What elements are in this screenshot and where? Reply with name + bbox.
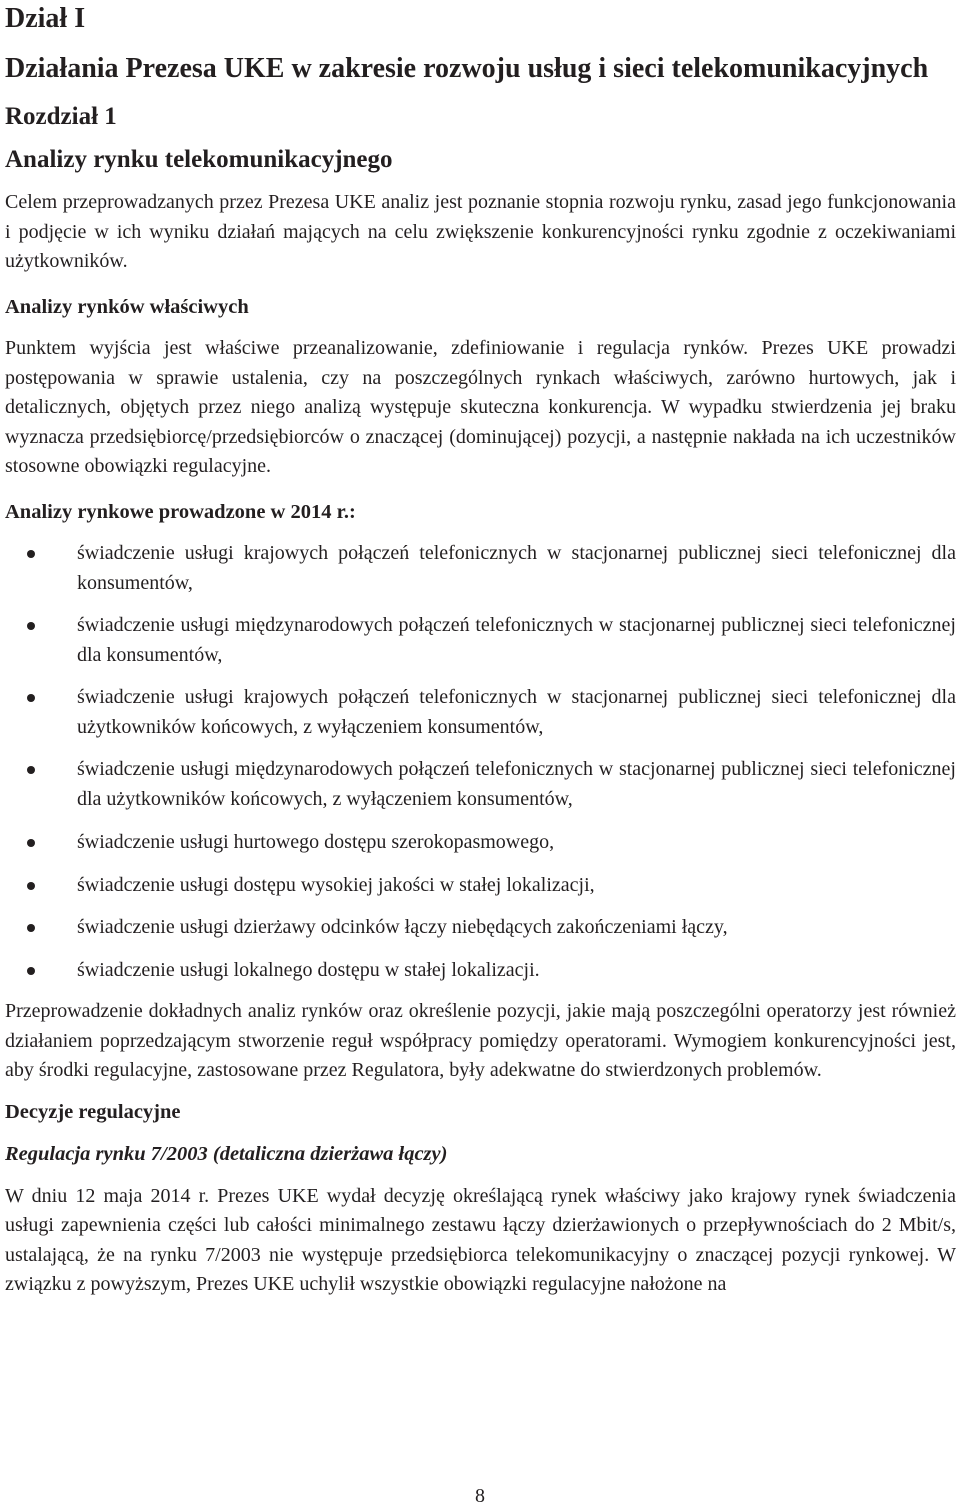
- section-title: Działania Prezesa UKE w zakresie rozwoju usług i sieci telekomunikacyjnych: [5, 53, 929, 84]
- list-item: [5, 683, 956, 742]
- list-item: [5, 956, 956, 986]
- part-title: Dział I: [5, 3, 86, 34]
- subsection-heading-market-analyses: Analizy rynków właściwych: [5, 295, 249, 318]
- list-item-text: świadczenie usługi międzynarodowych połączeń telefonicznych w stacjonarnej publicznej sieci telefonicznej dla konsumentów,: [77, 614, 956, 666]
- bullet-icon: [27, 924, 35, 932]
- market-analyses-paragraph: Punktem wyjścia jest właściwe przeanalizowanie, zdefiniowanie i regulacja rynków. Prezes UKE prowadzi postępowania w sprawie ustalenia, czy na poszczególnych rynkach właściwych, zarówno hurtowych, jak i detalicznych, objętych przez niego analizą występuje skuteczna konkurencja. W wypadku stwierdzenia jej braku wyznacza przedsiębiorcę/przedsiębiorców o znaczącej (dominującej) pozycji, a następnie nakłada na ich uczestników stosowne obowiązki regulacyjne.: [5, 337, 956, 477]
- list-item: [5, 539, 956, 598]
- list-item-text: świadczenie usługi dzierżawy odcinków łączy niebędących zakończeniami łączy,: [77, 916, 728, 938]
- list-item-text: świadczenie usługi hurtowego dostępu szerokopasmowego,: [77, 831, 555, 853]
- list-item: [5, 611, 956, 670]
- closing-paragraph: Przeprowadzenie dokładnych analiz rynków oraz określenie pozycji, jakie mają poszczególni operatorzy jest również działaniem poprzedzającym stworzenie reguł współpracy pomiędzy operatorami. Wymogiem konkurencyjności jest, aby środki regulacyjne, zastosowane przez Regulatora, były adekwatne do stwierdzonych problemów.: [5, 1000, 956, 1081]
- intro-paragraph: Celem przeprowadzanych przez Prezesa UKE analiz jest poznanie stopnia rozwoju rynku, zasad jego funkcjonowania i podjęcie w ich wyniku działań mających na celu zwiększenie konkurencyjności rynku zgodnie z oczekiwaniami użytkowników.: [5, 191, 956, 272]
- list-item: [5, 828, 956, 858]
- list-item: [5, 871, 956, 901]
- bullet-icon: [27, 694, 35, 702]
- list-item-text: świadczenie usługi krajowych połączeń telefonicznych w stacjonarnej publicznej sieci telefonicznej dla konsumentów,: [77, 542, 956, 594]
- regulation-paragraph: W dniu 12 maja 2014 r. Prezes UKE wydał decyzję określającą rynek właściwy jako krajowy rynek świadczenia usługi zapewnienia części lub całości minimalnego zestawu łączy dzierżawionych o przepływnościach do 2 Mbit/s, ustalającą, że na rynku 7/2003 nie występuje przedsiębiorca telekomunikacyjny o znaczącej pozycji rynkowej. W związku z powyższym, Prezes UKE uchylił wszystkie obowiązki regulacyjne nałożone na: [5, 1184, 956, 1295]
- bullet-icon: [27, 967, 35, 975]
- list-item-text: świadczenie usługi dostępu wysokiej jakości w stałej lokalizacji,: [77, 873, 595, 896]
- list-item-text: świadczenie usługi krajowych połączeń telefonicznych w stacjonarnej publicznej sieci telefonicznej dla użytkowników końcowych, z wyłączeniem konsumentów,: [77, 686, 956, 738]
- bullet-icon: [27, 550, 35, 558]
- subsection-heading-regulatory-decisions: Decyzje regulacyjne: [5, 1100, 181, 1123]
- list-item-text: świadczenie usługi międzynarodowych połączeń telefonicznych w stacjonarnej publicznej sieci telefonicznej dla użytkowników końcowych, z wyłączeniem konsumentów,: [77, 758, 956, 810]
- bullet-icon: [27, 622, 35, 630]
- market-list: [5, 539, 956, 985]
- bullet-icon: [27, 766, 35, 774]
- list-item-text: świadczenie usługi lokalnego dostępu w stałej lokalizacji.: [77, 958, 540, 981]
- document-page: [5, 0, 956, 1300]
- chapter-title: Analizy rynku telekomunikacyjnego: [5, 146, 393, 173]
- chapter-number: Rozdział 1: [5, 103, 117, 130]
- subsection-heading-2014-analyses: Analizy rynkowe prowadzone w 2014 r.:: [5, 500, 356, 523]
- list-item: [5, 755, 956, 814]
- bullet-icon: [27, 882, 35, 890]
- page-number: 8: [475, 1485, 485, 1507]
- list-item: [5, 913, 956, 943]
- regulation-heading: Regulacja rynku 7/2003 (detaliczna dzierżawa łączy): [5, 1143, 448, 1165]
- bullet-icon: [27, 839, 35, 847]
